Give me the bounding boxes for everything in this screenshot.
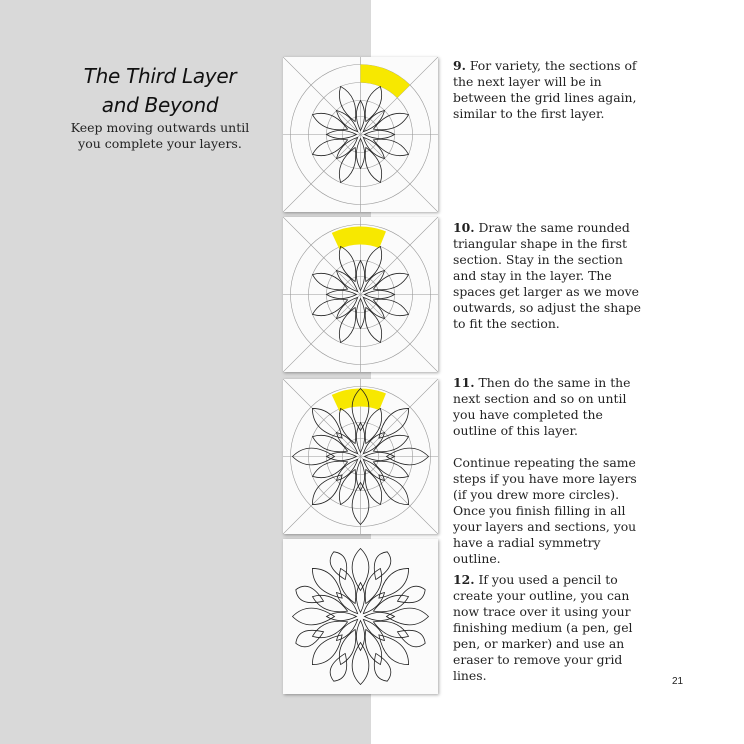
final-petal [296,630,324,647]
final-petal [296,586,324,603]
outer-petal [312,568,342,598]
outer-petal [379,635,409,665]
step-11-drawing [283,379,438,534]
final-petal [397,630,425,647]
highlighted-section [332,389,386,412]
inner-petal [327,612,357,620]
inner-petal [356,583,364,613]
step-10-image [283,217,438,372]
highlighted-section [332,227,386,250]
heading-subtitle: Keep moving outwards until you complete your layers. [70,120,250,151]
outer-petal [352,643,369,685]
inner-petal [356,621,364,651]
step-11-extra: Continue repeating the same steps if you have more layers (if you drew more circles). Once you finish filling in all your layers and sections, you have a radial symmetry outline. [453,455,637,566]
step-9-text [453,58,649,138]
step-10-drawing [283,217,438,372]
step-10-body: Draw the same rounded triangular shape in the first section. Stay in the section and stay in the layer. The spaces get larger as we move outwards, so adjust the shape to fit the section. [453,220,641,331]
step-11-image [283,379,438,534]
final-petal [330,653,347,681]
outer-petal [312,635,342,665]
step-12-drawing [283,539,438,694]
outer-petal [379,568,409,598]
outer-petal [352,549,369,591]
heading-title-line2: and Beyond [101,93,219,117]
step-9-body: For variety, the sections of the next layer will be in between the grid lines again, similar to the first layer. [453,58,637,121]
final-petal [374,552,391,580]
step-12-body: If you used a pencil to create your outline, you can now trace over it using your finishing medium (a pen, gel pen, or marker) and use an eraser to remove your grid lines. [453,572,633,683]
step-11-body: Then do the same in the next section and so on until you have completed the outline of this layer. [453,375,631,438]
heading-title [70,62,250,120]
outer-petal [387,608,429,625]
outer-petal [293,608,335,625]
final-petal [397,586,425,603]
step-9-number: 9. [453,58,466,73]
step-12-number: 12. [453,572,475,587]
heading-title-line1: The Third Layer [83,64,237,88]
step-10-text [453,220,649,348]
step-9-drawing [283,57,438,212]
step-12-text [453,572,649,700]
final-petal [330,552,347,580]
page-number: 21 [672,676,684,687]
step-12-image [283,539,438,694]
step-9-image [283,57,438,212]
step-10-number: 10. [453,220,475,235]
inner-petal [365,612,395,620]
step-11-text [453,375,649,583]
final-petal [374,653,391,681]
step-11-number: 11. [453,375,475,390]
section-heading [70,62,250,152]
